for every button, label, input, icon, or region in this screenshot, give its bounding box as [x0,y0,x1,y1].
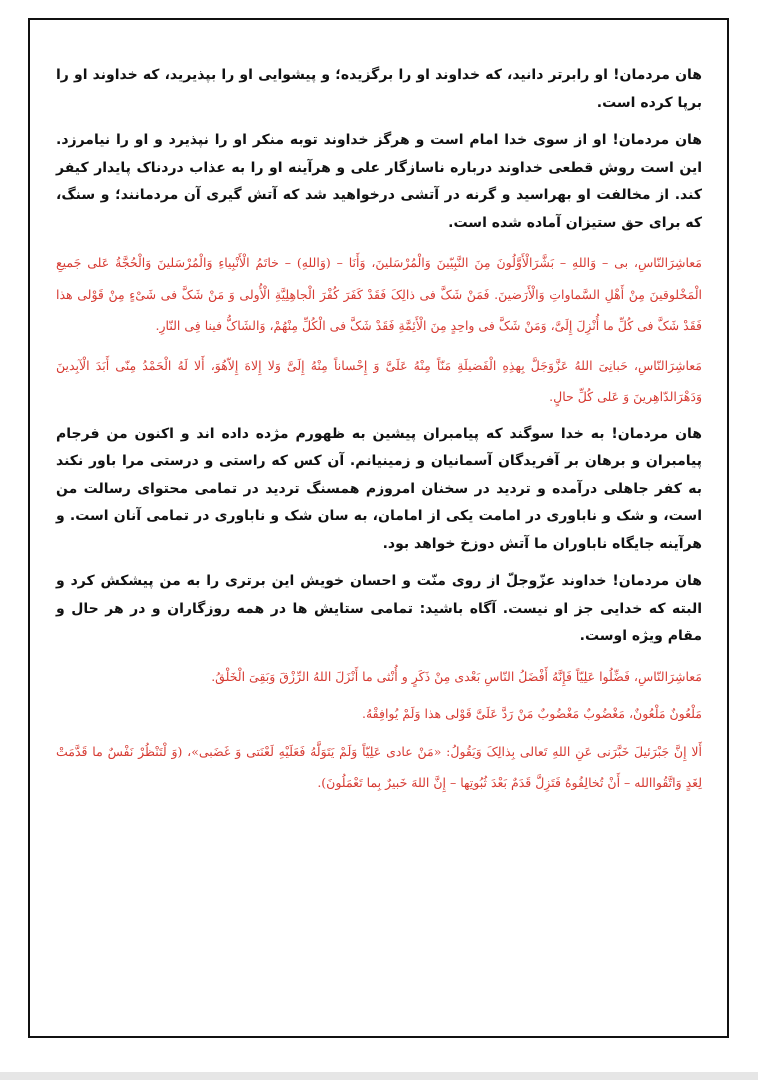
arabic-paragraph: أَلا إِنَّ جَبْرَئیلَ خَبَّرَنی عَنِ اللهِ تَعالی بِذالِکَ وَیَقُولُ: «مَنْ عادی عَلِیّاً وَلَمْ یَتَوَلَّهُ فَعَلَیْهِ لَعْنَتی وَ غَضَبی»، (وَ لْتَنْظُرْ نَفْسٌ ما قَدَّمَتْ لِغَدٍ وَاتَّقُواالله – أَنْ تُخالِفُوهُ فَتَزِلَّ قَدَمٌ بَعْدَ ثُبُوتِها – إِنَّ اللهَ خَبیرٌ بِما تَعْمَلُونَ). [56,743,702,790]
arabic-paragraph: مَلْعُونٌ مَلْعُونٌ، مَغْضُوبٌ مَغْضُوبٌ مَنْ رَدَّ عَلَیَّ قَوْلی هذا وَلَمْ یُوافِقْهُ. [361,706,702,721]
persian-paragraph: هان مردمان! به خدا سوگند که پیامبران پیشین به ظهورم مژده داده اند و اکنون من فرجام پیامبران و برهان بر آفریدگان آسمانیان و زمینیانم. آن کس که راستی و درستی مرا باور نکند به کفر جاهلی درآمده و تردید در سخنان امروزم همسنگ تردید در تمامی محتوای رسالت من است، و شک و ناباوری در امامت یکی از امامان، به سان شک و ناباوری در تمامی آنان است. و هرآینه جایگاه ناباوران ما آتش دوزخ خواهد بود. [56,425,702,552]
persian-paragraph: هان مردمان! او از سوی خدا امام است و هرگز خداوند توبه منکر او را نپذیرد و او را نیامرزد. این است روش قطعی خداوند درباره ناسازگار علی و هرآینه او را به عذاب دردناک پایدار کیفر کند. از مخالفت او بهراسید و گرنه در آتشی درخواهید شد که آتش گیری آن مردمانند؛ و سنگ، که برای حق ستیزان آماده شده است. [56,132,702,231]
document-body [56,62,702,807]
arabic-paragraph: مَعاشِرَالنّاسِ، بی – وَاللهِ – بَشَّرَالْأَوَّلُونَ مِنَ النَّبِیّینَ وَالْمُرْسَلینَ، وَأَنَا – (وَاللهِ) – خاتَمُ الْأَنْبِیاءِ وَالْمُرْسَلینَ وَالْحُجَّةُ عَلی جَمیعِ الْمَخْلوقینَ مِنْ أَهْلِ السَّماواتِ وَالْأَرَضینَ. فَمَنْ شَکَّ فی ذالِکَ فَقَدْ کَفَرَ کُفْرَ الْجاهِلِیَّةِ الْأُولی وَ مَنْ شَکَّ فی شَیْءٍ مِنْ قَوْلی هذا فَقَدْ شَکَّ فی کُلِّ ما أُنْزِلَ إِلَیَّ، وَمَنْ شَکَّ فی واحِدٍ مِنَ الْأَئِمَّةِ فَقَدْ شَکَّ فی الْکُلِّ مِنْهُمْ، وَالشَاکُّ فینا فِی النّارِ. [56,255,702,333]
persian-paragraph: هان مردمان! او رابرتر دانید، که خداوند او را برگزیده؛ و پیشوایی او را بپذیرید، که خداوند او را برپا کرده است. [56,67,702,111]
arabic-paragraph: مَعاشِرَالنّاسِ، فَضِّلُوا عَلِیّاً فَإِنَّهُ أَفْضَلُ النّاسِ بَعْدی مِنْ ذَکَرٍ و أُنْثی ما أَنْزَلَ اللهُ الرِّزْقَ وَبَقِیَ الْخَلْقُ. [211,668,702,684]
bottom-strip [0,1072,758,1080]
persian-paragraph: هان مردمان! خداوند عزّوجلّ از روی منّت و احسان خویش این برتری را به من پیشکش کرد و البته که خدایی جز او نیست. آگاه باشید: تمامی ستایش ها در همه روزگاران و در هر حال و مقام ویژه اوست. [56,573,702,644]
arabic-paragraph: مَعاشِرَالنّاسِ، حَبانِیَ اللهُ عَزَّوَجَلَّ بِهذِهِ الْفَضیلَةِ مَنّاً مِنْهُ عَلَیَّ وَ إِحْساناً مِنْهُ إِلَیَّ وَلا إِلاهَ إِلاّهُوَ، أَلا لَهُ الْحَمْدُ مِنّی أَبَدَ الْآبِدینَ وَدَهْرَالدّاهِرینَ وَ عَلی کُلِّ حالٍ. [56,357,702,404]
